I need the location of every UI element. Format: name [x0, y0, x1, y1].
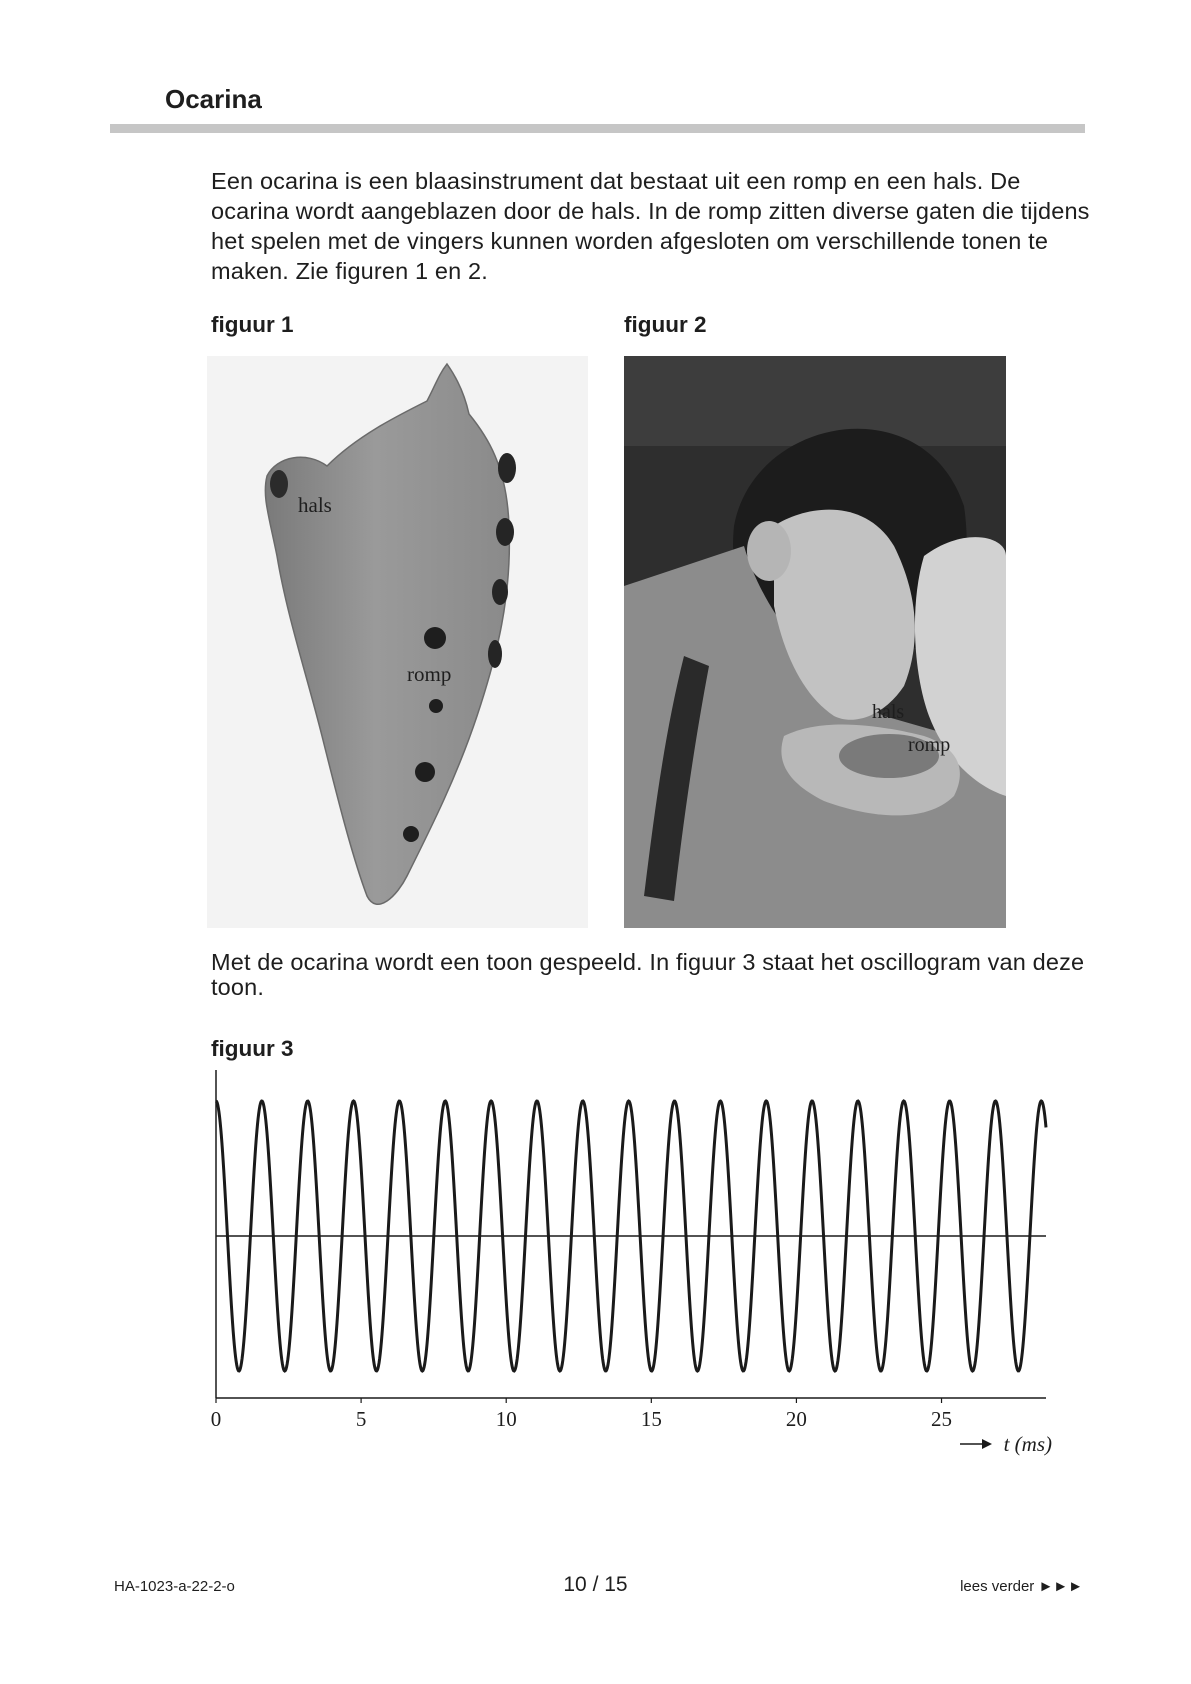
mouthpiece-hole	[270, 470, 288, 498]
label-hals: hals	[872, 701, 905, 723]
finger-hole	[415, 762, 435, 782]
middle-paragraph: Met de ocarina wordt een toon gespeeld. In figuur 3 staat het oscillogram van deze toon.	[211, 949, 1085, 1000]
finger-hole	[492, 579, 508, 605]
finger-hole	[496, 518, 514, 546]
footer-page-number: 10 / 15	[563, 1573, 628, 1596]
label-hals: hals	[298, 493, 332, 517]
finger-hole	[498, 453, 516, 483]
figure-2-label: figuur 2	[624, 312, 707, 337]
finger-hole	[424, 627, 446, 649]
x-tick-label: 10	[495, 1407, 517, 1431]
finger-hole	[403, 826, 419, 842]
header-rule	[110, 124, 1085, 133]
label-romp: romp	[908, 734, 951, 756]
label-romp: romp	[407, 662, 452, 686]
figure-1-label: figuur 1	[211, 312, 294, 337]
x-tick-label: 15	[640, 1407, 662, 1431]
finger-hole	[429, 699, 443, 713]
oscillogram-chart	[200, 1068, 1060, 1468]
footer-code: HA-1023-a-22-2-o	[114, 1578, 235, 1595]
x-axis-arrowhead	[982, 1439, 992, 1449]
footer-continue: lees verder ►►►	[960, 1578, 1083, 1595]
ocarina-photo	[207, 356, 588, 928]
finger-hole	[488, 640, 502, 668]
x-tick-label: 25	[931, 1407, 953, 1431]
figure-3-label: figuur 3	[211, 1036, 294, 1061]
x-tick-label: 20	[785, 1407, 807, 1431]
x-tick-label: 0	[210, 1407, 222, 1431]
player-photo	[624, 356, 1006, 928]
x-axis-label: t (ms)	[1003, 1432, 1052, 1456]
ear	[747, 521, 791, 581]
x-tick-label: 5	[355, 1407, 367, 1431]
page-title: Ocarina	[165, 84, 262, 114]
ocarina-body	[265, 364, 509, 904]
intro-paragraph: Een ocarina is een blaasinstrument dat bestaat uit een romp en een hals. De ocarina wordt aangeblazen door de hals. In de romp zitten diverse gaten die tijdens het spelen met de vingers kunnen worden afgesloten om verschillende tonen te maken. Zie figuren 1 en 2.	[211, 168, 1090, 284]
